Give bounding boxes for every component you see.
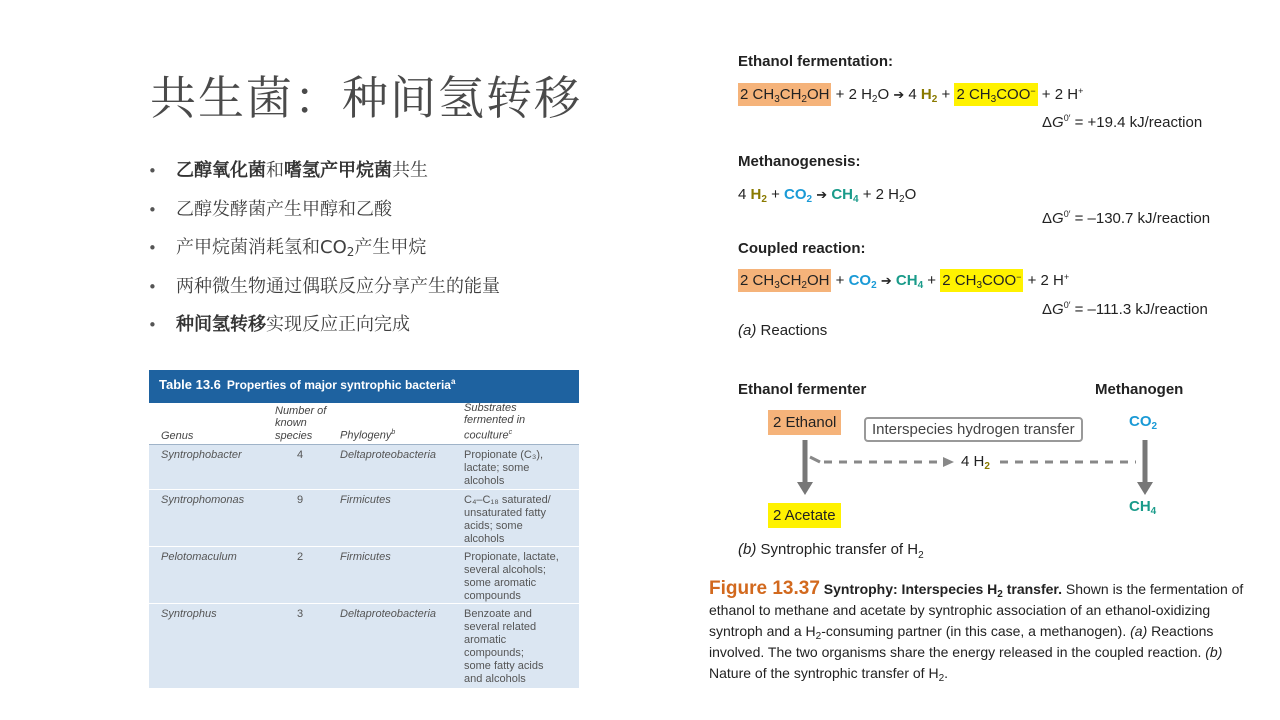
figure-number: Figure 13.37 (709, 578, 820, 599)
reactions-caption-text: Reactions (760, 322, 828, 339)
coupled-reaction-heading: Coupled reaction: (738, 240, 866, 257)
methanogenesis-delta-g: $\Delta G^{0'} = -130.7$ kJ/reaction (1042, 209, 1211, 227)
table-row (149, 490, 579, 547)
ethanol-box: 2 Ethanol (768, 410, 841, 435)
cell-genus: Syntrophobacter (161, 449, 242, 461)
bullet-list (148, 160, 618, 353)
methanogen-heading: Methanogen (1095, 381, 1184, 398)
figure-title-tail: transfer. (1002, 581, 1062, 597)
ch4-label: $CH_4$ (1129, 498, 1157, 517)
syntrophic-bacteria-table (149, 370, 579, 688)
col-phylogeny-footnote: b (391, 428, 396, 436)
figure-text: Shown is the fermentation of ethanol to methane and acetate by syntrophic association of an ethanol-oxidizing syntroph and a H (709, 581, 1244, 639)
table-row (149, 547, 579, 604)
delta-g-value: = –111.3 kJ/reaction (1074, 301, 1208, 318)
col-substrates (464, 402, 564, 442)
methanogenesis-equation: 4 $H_2 + CO_2$ ➔ $CH_4 + 2$ $H_2O$ (738, 186, 917, 205)
bullet-item (148, 314, 618, 336)
bullet-item (148, 199, 618, 221)
cell-phylogeny: Deltaproteobacteria (340, 608, 437, 620)
figure-text: -consuming partner (in this case, a methanogen). (821, 623, 1131, 639)
transfer-caption: (b) Syntrophic transfer of $H_2$ (738, 541, 924, 561)
slide-title: 共生菌：种间氢转移 (150, 71, 582, 125)
transfer-caption-letter: (b) (738, 541, 757, 558)
bullet-item (148, 237, 618, 259)
col-number: Number of known species (275, 404, 327, 442)
ethanol-fermentation-delta-g: $\Delta G^{0'} = +19.4$ kJ/reaction (1042, 113, 1203, 131)
bullet-text: 产生甲烷 (354, 237, 427, 258)
bullet-text: 共生 (392, 160, 428, 181)
cell-genus: Pelotomaculum (161, 551, 237, 563)
ch4-text: CH (1129, 498, 1151, 515)
coupled-reaction-delta-g: $\Delta G^{0'} = -111.3$ kJ/reaction (1042, 300, 1208, 318)
col-phylogeny-label: Phylogeny (340, 429, 392, 442)
interspecies-transfer-label: Interspecies hydrogen transfer (864, 417, 1083, 442)
ethanol-fermenter-heading: Ethanol fermenter (738, 381, 867, 398)
table-title: Properties of major syntrophic bacteria (226, 378, 451, 392)
cell-genus: Syntrophomonas (161, 494, 245, 506)
table-header (149, 370, 579, 403)
table-row (149, 604, 579, 688)
transfer-arrows (738, 440, 1158, 500)
bullet-item (148, 160, 618, 182)
cell-genus: Syntrophus (161, 608, 217, 620)
delta-g-value: = +19.4 kJ/reaction (1074, 114, 1203, 131)
bullet-item (148, 276, 618, 298)
col-phylogeny (340, 427, 395, 442)
acetate-box: 2 Acetate (768, 503, 841, 528)
cell-phylogeny: Firmicutes (340, 494, 391, 506)
figure-text-italic: (b) (1205, 644, 1223, 660)
figure-text-italic: (a) (1130, 623, 1148, 639)
co2-label: $CO_2$ (1129, 413, 1158, 432)
reactions-caption-letter: (a) (738, 322, 757, 339)
ethanol-fermentation-equation: 2 $CH_3CH_2OH + 2$ $H_2O$ ➔ 4 $H_2 + 2$ $CH_3COO^- + 2$ H+ (738, 86, 1083, 103)
bullet-text: 两种微生物通过偶联反应分享产生的能量 (176, 275, 500, 297)
reactions-caption (738, 322, 827, 339)
cell-substrates: C₄–C₁₈ saturated/ unsaturated fatty acids; some alcohols (464, 494, 551, 545)
bullet-text: 产甲烷菌消耗氢和CO (176, 237, 347, 258)
col-genus: Genus (161, 429, 194, 442)
ethanol-fermentation-heading: Ethanol fermentation: (738, 53, 894, 70)
bullet-text: 实现反应正向完成 (266, 314, 410, 335)
bullet-bold-text: 嗜氢产甲烷菌 (284, 160, 392, 181)
transfer-caption-text: Syntrophic transfer of H (760, 541, 919, 558)
figure-title: Syntrophy: Interspecies H (823, 581, 998, 597)
methanogenesis-heading: Methanogenesis: (738, 153, 861, 170)
left-down-arrowhead (797, 482, 813, 495)
cell-number: 4 (297, 449, 304, 461)
bullet-subscript: 2 (346, 245, 355, 259)
dashed-arrowhead (943, 457, 954, 467)
figure-text: Reactions involved. The two organisms share the energy released in the coupled reaction. (709, 623, 1214, 660)
cell-number: 9 (297, 494, 304, 506)
table-title-footnote: a (450, 377, 456, 386)
cell-substrates: Propionate, lactate, several alcohols; some aromatic compounds (464, 551, 559, 602)
figure-caption: Figure 13.37 Syntrophy: Interspecies $H_2$ transfer. Shown is the fermentation of ethanol to methane and acetate by syntrophic association of an ethanol-oxidizing syntroph and a $H_2$-consuming partner (in this case, a methanogen). (a) Reactions involved. The two organisms share the energy released in the coupled reaction. (b) Nature of the syntrophic transfer of $H_2$. (709, 578, 1244, 684)
cell-number: 2 (297, 551, 304, 563)
h2-transfer-text: 4 H (961, 453, 985, 470)
cell-substrates: Propionate (C₃), lactate; some alcohols (464, 449, 544, 487)
dashed-line-start (810, 457, 820, 462)
cell-phylogeny: Firmicutes (340, 551, 391, 563)
bullet-bold-text: 乙醇氧化菌 (176, 160, 266, 181)
figure-text: . (944, 665, 949, 681)
cell-number: 3 (297, 608, 304, 620)
bullet-text: 乙醇发酵菌产生甲醇和乙酸 (176, 198, 392, 220)
h2-transfer-label: 4 $H_2$ (961, 453, 990, 472)
cell-substrates: Benzoate and several related aromatic compounds; some fatty acids and alcohols (464, 608, 544, 685)
cell-phylogeny: Deltaproteobacteria (340, 449, 437, 461)
delta-g-value: = –130.7 kJ/reaction (1074, 210, 1211, 227)
table-row (149, 445, 579, 490)
coupled-reaction-equation: 2 $CH_3CH_2OH + CO_2$ ➔ $CH_4 + 2$ $CH_3COO^- + 2$ H+ (738, 272, 1069, 289)
bullet-bold-text: 种间氢转移 (176, 314, 266, 335)
figure-text: Nature of the syntrophic transfer of H (709, 665, 939, 681)
table-number: Table 13.6 (159, 377, 221, 392)
col-substrates-label: Substrates fermented in coculture (464, 401, 526, 442)
bullet-text: 和 (266, 160, 284, 181)
col-substrates-footnote: c (508, 428, 513, 436)
table-column-headers (149, 403, 579, 445)
right-down-arrowhead (1137, 482, 1153, 495)
co2-text: CO (1129, 413, 1152, 430)
